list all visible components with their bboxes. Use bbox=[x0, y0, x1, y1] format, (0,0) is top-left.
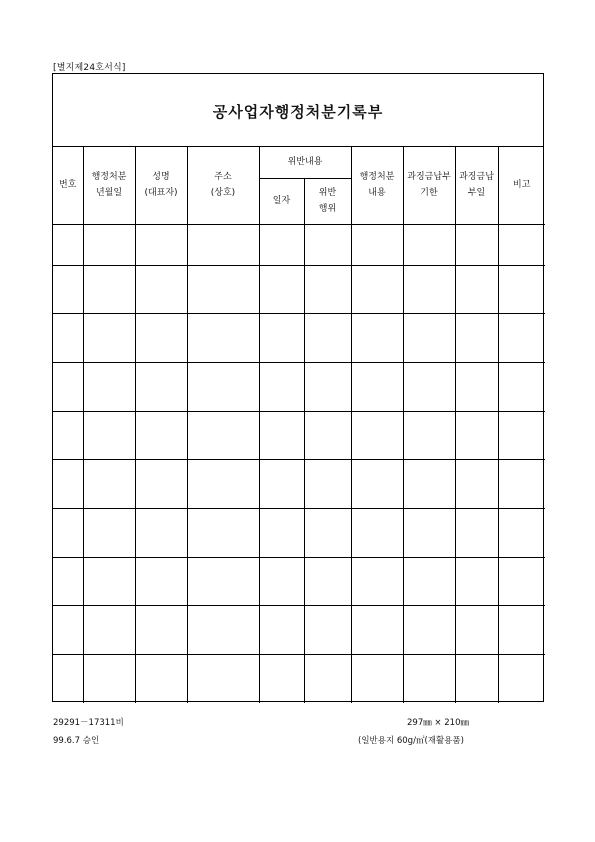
table-cell[interactable] bbox=[304, 265, 351, 314]
table-cell[interactable] bbox=[498, 411, 545, 460]
paper-spec: (일반용지 60g/㎡(재활용품) bbox=[358, 736, 464, 746]
table-cell[interactable] bbox=[455, 655, 498, 704]
table-cell[interactable] bbox=[187, 314, 259, 363]
table-cell[interactable] bbox=[259, 557, 304, 606]
record-table bbox=[53, 147, 545, 703]
table-cell[interactable] bbox=[498, 460, 545, 509]
table-cell[interactable] bbox=[259, 655, 304, 704]
header-disposition-content: 행정처분 내용 bbox=[351, 147, 403, 224]
table-cell[interactable] bbox=[135, 655, 187, 704]
table-cell[interactable] bbox=[53, 314, 83, 363]
table-row bbox=[53, 362, 545, 411]
table-cell[interactable] bbox=[498, 655, 545, 704]
table-cell[interactable] bbox=[187, 362, 259, 411]
table-cell[interactable] bbox=[53, 362, 83, 411]
table-cell[interactable] bbox=[498, 224, 545, 265]
table-cell[interactable] bbox=[135, 460, 187, 509]
table-cell[interactable] bbox=[304, 508, 351, 557]
table-cell[interactable] bbox=[304, 606, 351, 655]
table-row bbox=[53, 411, 545, 460]
header-fine-paid: 과징금납 부일 bbox=[455, 147, 498, 224]
table-cell[interactable] bbox=[351, 606, 403, 655]
table-row bbox=[53, 314, 545, 363]
table-cell[interactable] bbox=[187, 224, 259, 265]
table-row bbox=[53, 460, 545, 509]
table-cell[interactable] bbox=[187, 557, 259, 606]
table-cell[interactable] bbox=[83, 508, 135, 557]
table-cell[interactable] bbox=[259, 265, 304, 314]
table-cell[interactable] bbox=[304, 224, 351, 265]
table-cell[interactable] bbox=[259, 508, 304, 557]
table-cell[interactable] bbox=[83, 362, 135, 411]
table-cell[interactable] bbox=[455, 362, 498, 411]
table-cell[interactable] bbox=[135, 606, 187, 655]
table-row bbox=[53, 508, 545, 557]
table-cell[interactable] bbox=[455, 224, 498, 265]
table-cell[interactable] bbox=[351, 508, 403, 557]
header-name: 성명 (대표자) bbox=[135, 147, 187, 224]
table-cell[interactable] bbox=[259, 606, 304, 655]
table-cell[interactable] bbox=[403, 362, 455, 411]
table-cell[interactable] bbox=[403, 224, 455, 265]
table-cell[interactable] bbox=[403, 411, 455, 460]
table-cell[interactable] bbox=[83, 314, 135, 363]
table-cell[interactable] bbox=[135, 508, 187, 557]
table-cell[interactable] bbox=[187, 411, 259, 460]
table-cell[interactable] bbox=[53, 606, 83, 655]
table-cell[interactable] bbox=[351, 411, 403, 460]
table-cell[interactable] bbox=[304, 411, 351, 460]
table-cell[interactable] bbox=[498, 314, 545, 363]
table-cell[interactable] bbox=[403, 508, 455, 557]
table-cell[interactable] bbox=[403, 655, 455, 704]
table-cell[interactable] bbox=[53, 265, 83, 314]
table-cell[interactable] bbox=[351, 224, 403, 265]
table-cell[interactable] bbox=[187, 460, 259, 509]
table-cell[interactable] bbox=[455, 265, 498, 314]
header-disposition-date: 행정처분 년월일 bbox=[83, 147, 135, 224]
table-cell[interactable] bbox=[135, 265, 187, 314]
paper-size: 297㎜ × 210㎜ bbox=[407, 718, 469, 728]
table-cell[interactable] bbox=[135, 362, 187, 411]
table-cell[interactable] bbox=[498, 362, 545, 411]
form-code: 29291－17311비 bbox=[53, 718, 124, 728]
table-cell[interactable] bbox=[83, 606, 135, 655]
table-cell[interactable] bbox=[403, 460, 455, 509]
table-cell[interactable] bbox=[53, 411, 83, 460]
table-cell[interactable] bbox=[498, 557, 545, 606]
table-cell[interactable] bbox=[498, 508, 545, 557]
table-cell[interactable] bbox=[259, 460, 304, 509]
table-row bbox=[53, 265, 545, 314]
table-cell[interactable] bbox=[187, 508, 259, 557]
header-row-1 bbox=[53, 147, 545, 178]
table-row bbox=[53, 655, 545, 704]
table-cell[interactable] bbox=[259, 314, 304, 363]
table-cell[interactable] bbox=[187, 265, 259, 314]
approval-date: 99.6.7 승인 bbox=[53, 736, 100, 746]
table-row bbox=[53, 606, 545, 655]
table-cell[interactable] bbox=[351, 362, 403, 411]
record-form bbox=[52, 73, 544, 702]
table-cell[interactable] bbox=[351, 265, 403, 314]
table-cell[interactable] bbox=[351, 557, 403, 606]
table-cell[interactable] bbox=[403, 265, 455, 314]
table-cell[interactable] bbox=[53, 508, 83, 557]
table-cell[interactable] bbox=[135, 411, 187, 460]
table-cell[interactable] bbox=[351, 314, 403, 363]
header-violation-date: 일자 bbox=[259, 178, 304, 224]
table-cell[interactable] bbox=[455, 557, 498, 606]
header-address: 주소 (상호) bbox=[187, 147, 259, 224]
header-no: 번호 bbox=[53, 147, 83, 224]
title-row bbox=[53, 74, 543, 147]
table-cell[interactable] bbox=[83, 460, 135, 509]
table-cell[interactable] bbox=[187, 606, 259, 655]
table-cell[interactable] bbox=[304, 655, 351, 704]
table-cell[interactable] bbox=[135, 224, 187, 265]
table-cell[interactable] bbox=[135, 314, 187, 363]
table-cell[interactable] bbox=[498, 265, 545, 314]
table-cell[interactable] bbox=[304, 557, 351, 606]
table-cell[interactable] bbox=[83, 557, 135, 606]
table-cell[interactable] bbox=[403, 314, 455, 363]
table-cell[interactable] bbox=[455, 411, 498, 460]
table-cell[interactable] bbox=[304, 314, 351, 363]
table-cell[interactable] bbox=[83, 224, 135, 265]
table-row bbox=[53, 224, 545, 265]
table-cell[interactable] bbox=[83, 655, 135, 704]
table-cell[interactable] bbox=[304, 362, 351, 411]
table-cell[interactable] bbox=[83, 411, 135, 460]
table-cell[interactable] bbox=[53, 557, 83, 606]
table-cell[interactable] bbox=[53, 224, 83, 265]
table-row bbox=[53, 557, 545, 606]
record-rows bbox=[53, 224, 545, 703]
table-cell[interactable] bbox=[53, 655, 83, 704]
header-remarks: 비고 bbox=[498, 147, 545, 224]
table-cell[interactable] bbox=[304, 460, 351, 509]
header-fine-due: 과징금납부 기한 bbox=[403, 147, 455, 224]
table-cell[interactable] bbox=[455, 508, 498, 557]
table-cell[interactable] bbox=[351, 460, 403, 509]
table-cell[interactable] bbox=[403, 557, 455, 606]
table-cell[interactable] bbox=[403, 606, 455, 655]
table-cell[interactable] bbox=[187, 655, 259, 704]
form-title: 공사업자행정처분기록부 bbox=[212, 102, 384, 121]
header-violation-act: 위반 행위 bbox=[304, 178, 351, 224]
table-cell[interactable] bbox=[498, 606, 545, 655]
table-cell[interactable] bbox=[83, 265, 135, 314]
table-cell[interactable] bbox=[135, 557, 187, 606]
table-cell[interactable] bbox=[259, 224, 304, 265]
table-cell[interactable] bbox=[53, 460, 83, 509]
table-cell[interactable] bbox=[259, 362, 304, 411]
table-cell[interactable] bbox=[455, 606, 498, 655]
form-number-label: [별지제24호서식] bbox=[53, 63, 126, 73]
header-violation: 위반내용 bbox=[259, 147, 351, 178]
table-cell[interactable] bbox=[259, 411, 304, 460]
table-cell[interactable] bbox=[351, 655, 403, 704]
table-cell[interactable] bbox=[455, 460, 498, 509]
table-cell[interactable] bbox=[455, 314, 498, 363]
